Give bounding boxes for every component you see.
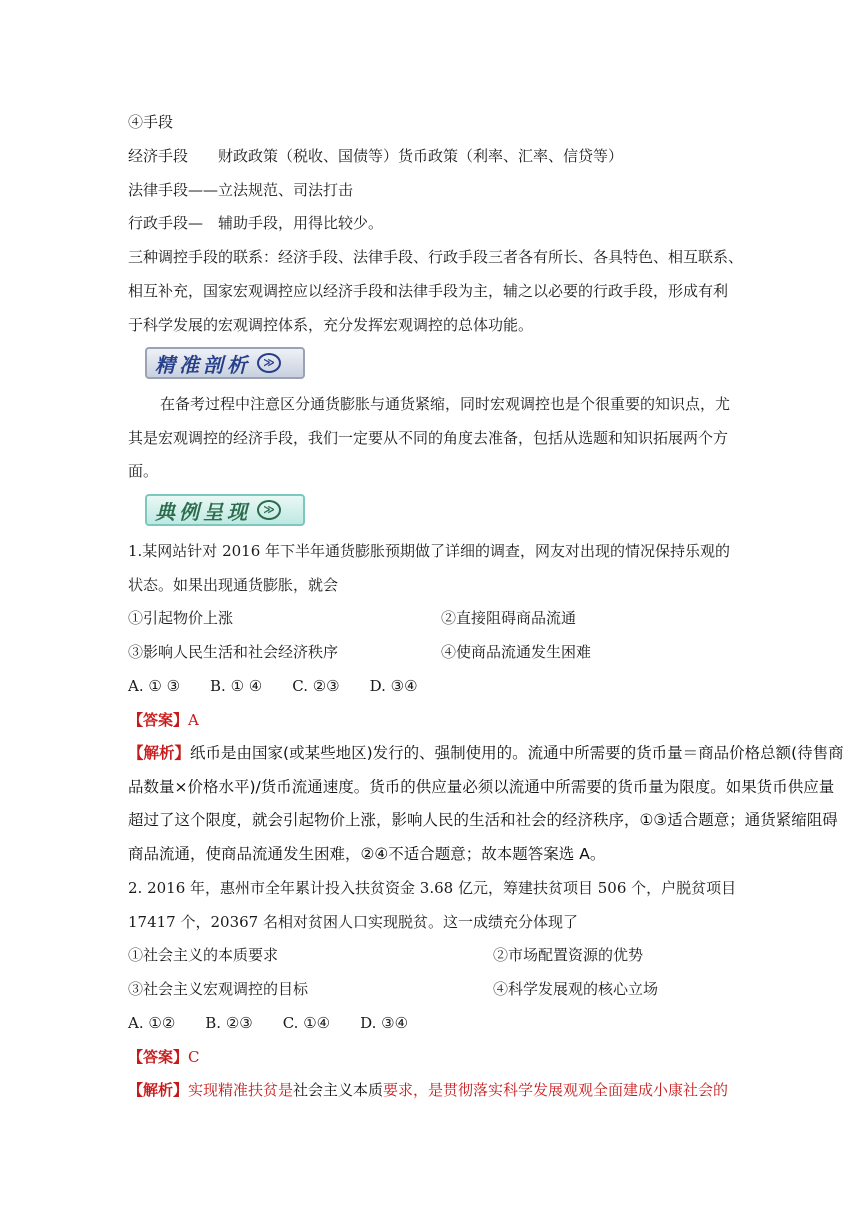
administrative-means-line: 行政手段— 辅助手段，用得比较少。	[128, 214, 384, 232]
option-4: ④使商品流通发生困难	[441, 643, 592, 661]
banner-title: 精准剖析	[155, 352, 251, 377]
question-2-explanation-line-1	[128, 1080, 728, 1100]
option-3: ③社会主义宏观调控的目标	[128, 980, 309, 998]
explanation-label: 【解析】	[128, 744, 191, 762]
question-2-choices: A. ①② B. ②③ C. ①④ D. ③④	[128, 1014, 409, 1032]
explanation-label: 【解析】	[128, 1081, 189, 1099]
explanation-text-a: 实现精准扶贫是	[188, 1081, 294, 1099]
analysis-paragraph-line-3: 面。	[128, 462, 159, 480]
economic-means-line: 经济手段 财政政策（税收、国债等）货币政策（利率、汇率、信贷等）	[128, 147, 624, 165]
question-1-stem-line-2: 状态。如果出现通货膨胀，就会	[128, 576, 339, 594]
means-relation-line-3: 于科学发展的宏观调控体系，充分发挥宏观调控的总体功能。	[128, 316, 534, 334]
option-3: ③影响人民生活和社会经济秩序	[128, 643, 339, 661]
precise-analysis-banner	[145, 347, 305, 379]
means-relation-line-2: 相互补充，国家宏观调控应以经济手段和法律手段为主，辅之以必要的行政手段，形成有利	[128, 282, 729, 300]
arrow-right-icon: ≫	[257, 500, 281, 520]
explanation-text-b: 社会主义本质	[293, 1081, 384, 1099]
legal-means-line: 法律手段——立法规范、司法打击	[128, 181, 354, 199]
question-1-explanation-line-1	[128, 743, 844, 763]
answer-label: 【答案】	[128, 1048, 189, 1066]
question-1-explanation-line-2: 品数量×价格水平)/货币流通速度。货币的供应量必须以流通中所需要的货币量为限度。如果货币供应量	[128, 778, 835, 796]
option-4: ④科学发展观的核心立场	[493, 980, 659, 998]
answer-value: C	[188, 1048, 200, 1066]
question-2-answer	[128, 1047, 200, 1067]
explanation-text: 纸币是由国家(或某些地区)发行的、强制使用的。流通中所需要的货币量＝商品价格总额(待售商	[190, 744, 844, 762]
question-1-answer	[128, 710, 199, 730]
question-1-explanation-line-3: 超过了这个限度，就会引起物价上涨，影响人民的生活和社会的经济秩序，①③适合题意；通货紧缩阻碍	[128, 811, 838, 829]
answer-label: 【答案】	[128, 711, 189, 729]
answer-value: A	[188, 711, 199, 729]
analysis-paragraph-line-2: 其是宏观调控的经济手段，我们一定要从不同的角度去准备，包括从选题和知识拓展两个方	[128, 429, 729, 447]
question-1-stem-line-1: 1.某网站针对 2016 年下半年通货膨胀预期做了详细的调查，网友对出现的情况保持乐观的	[128, 542, 731, 560]
option-2: ②直接阻碍商品流通	[441, 609, 577, 627]
explanation-text-c: 要求，是贯彻落实科学发展观观全面建成小康社会的	[383, 1081, 729, 1099]
question-2-options-row-1	[128, 945, 644, 965]
banner-title: 典例呈现	[155, 499, 251, 524]
means-relation-line-1: 三种调控手段的联系：经济手段、法律手段、行政手段三者各有所长、各具特色、相互联系、	[128, 248, 744, 266]
typical-examples-banner	[145, 494, 305, 526]
option-1: ①社会主义的本质要求	[128, 946, 279, 964]
option-2: ②市场配置资源的优势	[493, 946, 644, 964]
question-2-stem-line-2: 17417 个，20367 名相对贫困人口实现脱贫。这一成绩充分体现了	[128, 913, 578, 931]
means-heading: ④手段	[128, 113, 174, 131]
question-2-options-row-2	[128, 979, 659, 999]
question-1-options-row-1	[128, 608, 577, 628]
question-2-stem-line-1: 2. 2016 年，惠州市全年累计投入扶贫资金 3.68 亿元，筹建扶贫项目 506 个，户脱贫项目	[128, 879, 737, 897]
question-1-explanation-line-4: 商品流通，使商品流通发生困难，②④不适合题意；故本题答案选 A。	[128, 845, 606, 863]
analysis-paragraph-line-1: 在备考过程中注意区分通货膨胀与通货紧缩，同时宏观调控也是个很重要的知识点，尤	[160, 395, 731, 413]
arrow-right-icon: ≫	[257, 353, 281, 373]
question-1-choices: A. ① ③ B. ① ④ C. ②③ D. ③④	[128, 677, 418, 695]
option-1: ①引起物价上涨	[128, 609, 234, 627]
question-1-options-row-2	[128, 642, 592, 662]
